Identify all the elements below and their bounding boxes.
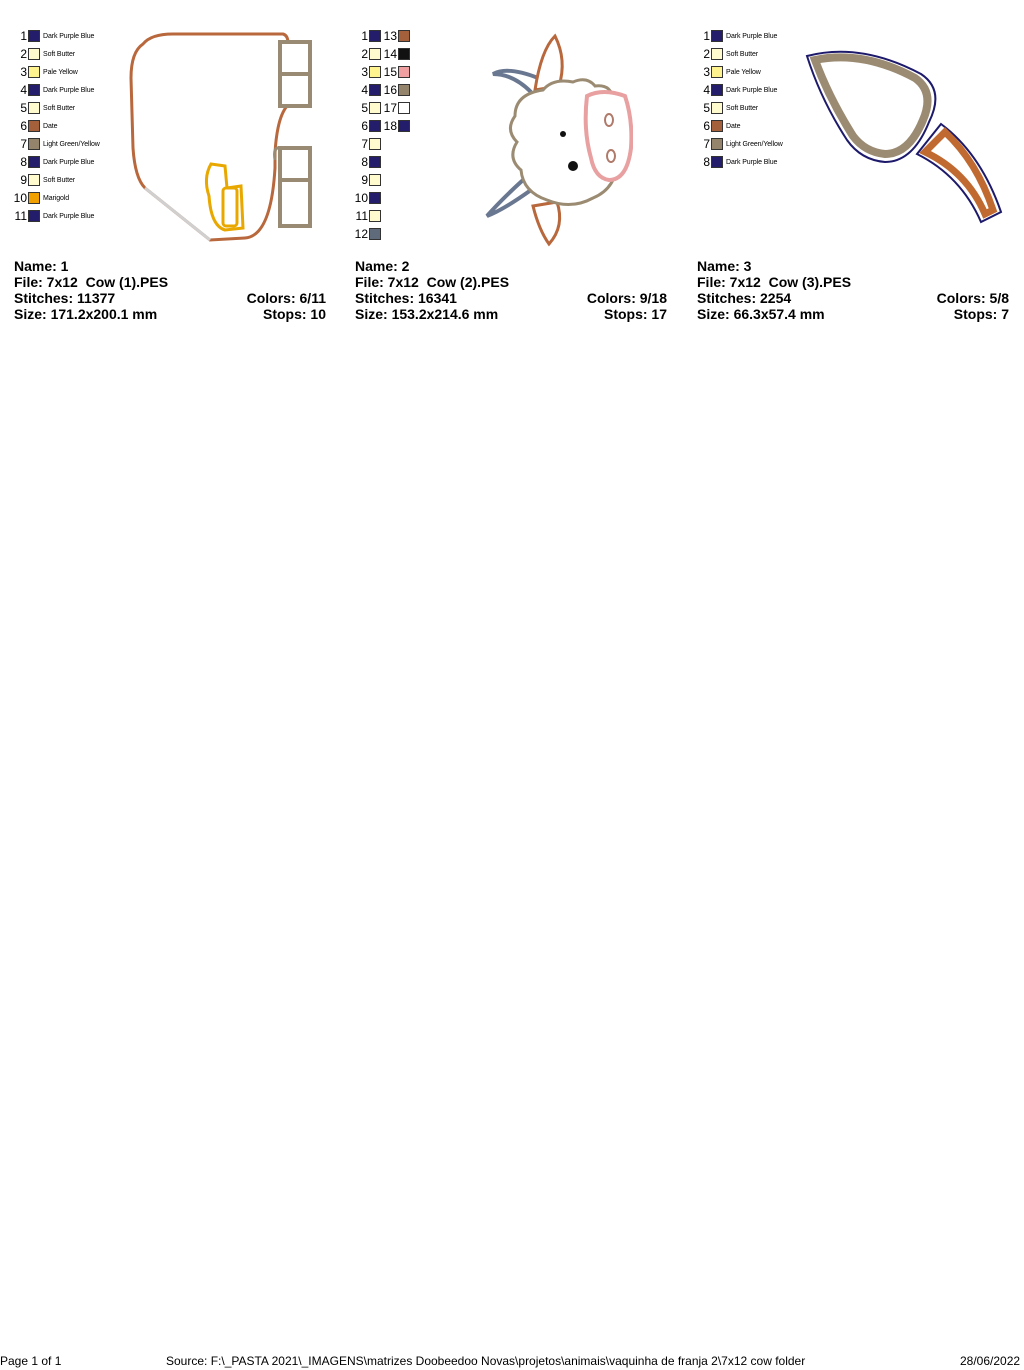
color-name: Soft Butter — [726, 104, 758, 112]
color-swatch — [711, 102, 723, 114]
design-panel-2 — [341, 0, 671, 330]
color-swatch — [369, 174, 381, 186]
color-name: Dark Purple Blue — [726, 32, 778, 40]
color-number: 6 — [361, 119, 368, 133]
color-swatch — [369, 120, 381, 132]
color-number: 1 — [20, 29, 27, 43]
color-number: 9 — [361, 173, 368, 187]
color-name: Pale Yellow — [726, 68, 761, 76]
color-row — [354, 153, 410, 171]
color-number: 12 — [354, 227, 368, 241]
design-stitches: Stitches: 11377 — [14, 290, 116, 306]
color-row — [354, 207, 410, 225]
color-swatch — [398, 102, 410, 114]
color-swatch — [28, 30, 40, 42]
color-swatch — [369, 192, 381, 204]
color-swatch — [711, 120, 723, 132]
color-number: 9 — [20, 173, 27, 187]
color-row — [354, 117, 410, 135]
color-number: 15 — [383, 65, 397, 79]
color-row — [13, 81, 100, 99]
color-swatch — [398, 48, 410, 60]
color-number: 16 — [383, 83, 397, 97]
color-swatch — [369, 48, 381, 60]
color-name: Dark Purple Blue — [43, 32, 95, 40]
color-swatch — [28, 84, 40, 96]
color-name: Marigold — [43, 194, 70, 202]
color-row — [696, 135, 783, 153]
color-swatch — [28, 174, 40, 186]
color-row — [354, 135, 410, 153]
color-swatch — [28, 138, 40, 150]
color-name: Light Green/Yellow — [726, 140, 783, 148]
color-name: Dark Purple Blue — [43, 212, 95, 220]
color-row — [13, 99, 100, 117]
footer-date: 28/06/2022 — [960, 1354, 1021, 1368]
color-number: 7 — [703, 137, 710, 151]
color-number: 2 — [20, 47, 27, 61]
color-number: 1 — [703, 29, 710, 43]
color-name: Dark Purple Blue — [43, 86, 95, 94]
color-name: Date — [43, 122, 58, 130]
design-info-1 — [14, 258, 326, 322]
color-swatch — [28, 120, 40, 132]
color-number: 8 — [20, 155, 27, 169]
color-row — [354, 189, 410, 207]
color-swatch — [28, 102, 40, 114]
color-row — [354, 63, 410, 81]
color-swatch — [711, 156, 723, 168]
color-name: Pale Yellow — [43, 68, 78, 76]
color-swatch — [369, 228, 381, 240]
color-swatch — [28, 210, 40, 222]
color-number: 3 — [20, 65, 27, 79]
color-swatch — [711, 48, 723, 60]
footer-source: Source: F:\_PASTA 2021\_IMAGENS\matrizes Doobeedoo Novas\projetos\animais\vaquinha de franja 2\7x12 cow folder — [166, 1354, 806, 1368]
color-number: 10 — [354, 191, 368, 205]
design-panel-3 — [683, 0, 1013, 330]
design-panel-1 — [0, 0, 330, 330]
color-number: 11 — [14, 209, 27, 223]
color-row — [354, 45, 410, 63]
color-swatch — [711, 66, 723, 78]
design-preview-3 — [801, 44, 1006, 229]
color-row — [696, 81, 783, 99]
color-legend-2 — [354, 27, 410, 243]
design-file: File: 7x12 Cow (1).PES — [14, 274, 169, 290]
design-name: Name: 3 — [697, 258, 752, 274]
design-size: Size: 153.2x214.6 mm — [355, 306, 499, 322]
color-swatch — [28, 66, 40, 78]
design-stops: Stops: 17 — [603, 306, 667, 322]
color-name: Soft Butter — [726, 50, 758, 58]
color-swatch — [711, 138, 723, 150]
color-name: Light Green/Yellow — [43, 140, 100, 148]
color-swatch — [398, 84, 410, 96]
design-stitches: Stitches: 16341 — [355, 290, 457, 306]
color-name: Dark Purple Blue — [726, 158, 778, 166]
color-name: Soft Butter — [43, 50, 75, 58]
color-swatch — [369, 156, 381, 168]
design-stitches: Stitches: 2254 — [697, 290, 792, 306]
design-name: Name: 1 — [14, 258, 69, 274]
color-number: 6 — [20, 119, 27, 133]
color-number: 3 — [361, 65, 368, 79]
color-swatch — [711, 30, 723, 42]
color-row — [13, 45, 100, 63]
color-row — [13, 207, 100, 225]
color-row — [354, 81, 410, 99]
color-name: Date — [726, 122, 741, 130]
color-number: 13 — [383, 29, 397, 43]
color-name: Dark Purple Blue — [43, 158, 95, 166]
color-name: Soft Butter — [43, 104, 75, 112]
color-row — [354, 27, 410, 45]
color-row — [696, 99, 783, 117]
color-swatch — [398, 120, 410, 132]
design-stops: Stops: 10 — [262, 306, 326, 322]
design-info-3 — [697, 258, 1009, 322]
color-legend-1 — [13, 27, 100, 225]
color-number: 3 — [703, 65, 710, 79]
design-file: File: 7x12 Cow (2).PES — [355, 274, 510, 290]
color-legend-3 — [696, 27, 783, 171]
color-number: 5 — [703, 101, 710, 115]
color-row — [354, 171, 410, 189]
color-row — [13, 153, 100, 171]
color-row — [13, 63, 100, 81]
color-swatch — [369, 30, 381, 42]
footer-page: Page 1 of 1 — [0, 1354, 62, 1368]
color-number: 17 — [383, 101, 397, 115]
color-swatch — [28, 192, 40, 204]
color-number: 11 — [355, 209, 368, 223]
color-row — [13, 27, 100, 45]
color-name: Soft Butter — [43, 176, 75, 184]
design-size: Size: 171.2x200.1 mm — [14, 306, 158, 322]
color-swatch — [369, 138, 381, 150]
color-number: 5 — [20, 101, 27, 115]
color-swatch — [28, 156, 40, 168]
color-number: 7 — [20, 137, 27, 151]
color-swatch — [369, 210, 381, 222]
color-row — [13, 189, 100, 207]
color-swatch — [28, 48, 40, 60]
color-number: 1 — [361, 29, 368, 43]
design-colors: Colors: 5/8 — [936, 290, 1009, 306]
color-number: 10 — [13, 191, 27, 205]
color-number: 8 — [703, 155, 710, 169]
color-number: 4 — [703, 83, 710, 97]
color-number: 6 — [703, 119, 710, 133]
color-row — [696, 27, 783, 45]
design-preview-1 — [125, 28, 320, 250]
color-number: 2 — [703, 47, 710, 61]
color-swatch — [711, 84, 723, 96]
color-row — [13, 135, 100, 153]
color-number: 2 — [361, 47, 368, 61]
design-info-2 — [355, 258, 667, 322]
design-size: Size: 66.3x57.4 mm — [697, 306, 825, 322]
design-name: Name: 2 — [355, 258, 410, 274]
color-number: 14 — [383, 47, 397, 61]
color-swatch — [398, 66, 410, 78]
color-swatch — [398, 30, 410, 42]
color-row — [13, 117, 100, 135]
color-number: 7 — [361, 137, 368, 151]
color-number: 18 — [383, 119, 397, 133]
color-name: Dark Purple Blue — [726, 86, 778, 94]
design-colors: Colors: 9/18 — [586, 290, 667, 306]
color-row — [696, 153, 783, 171]
design-colors: Colors: 6/11 — [246, 290, 326, 306]
color-number: 4 — [20, 83, 27, 97]
design-preview-2 — [483, 30, 633, 250]
color-swatch — [369, 102, 381, 114]
color-row — [13, 171, 100, 189]
color-row — [354, 225, 410, 243]
design-stops: Stops: 7 — [953, 306, 1009, 322]
color-row — [696, 117, 783, 135]
color-row — [354, 99, 410, 117]
color-number: 4 — [361, 83, 368, 97]
color-number: 8 — [361, 155, 368, 169]
color-swatch — [369, 84, 381, 96]
color-swatch — [369, 66, 381, 78]
color-row — [696, 45, 783, 63]
color-number: 5 — [361, 101, 368, 115]
color-row — [696, 63, 783, 81]
design-file: File: 7x12 Cow (3).PES — [697, 274, 852, 290]
